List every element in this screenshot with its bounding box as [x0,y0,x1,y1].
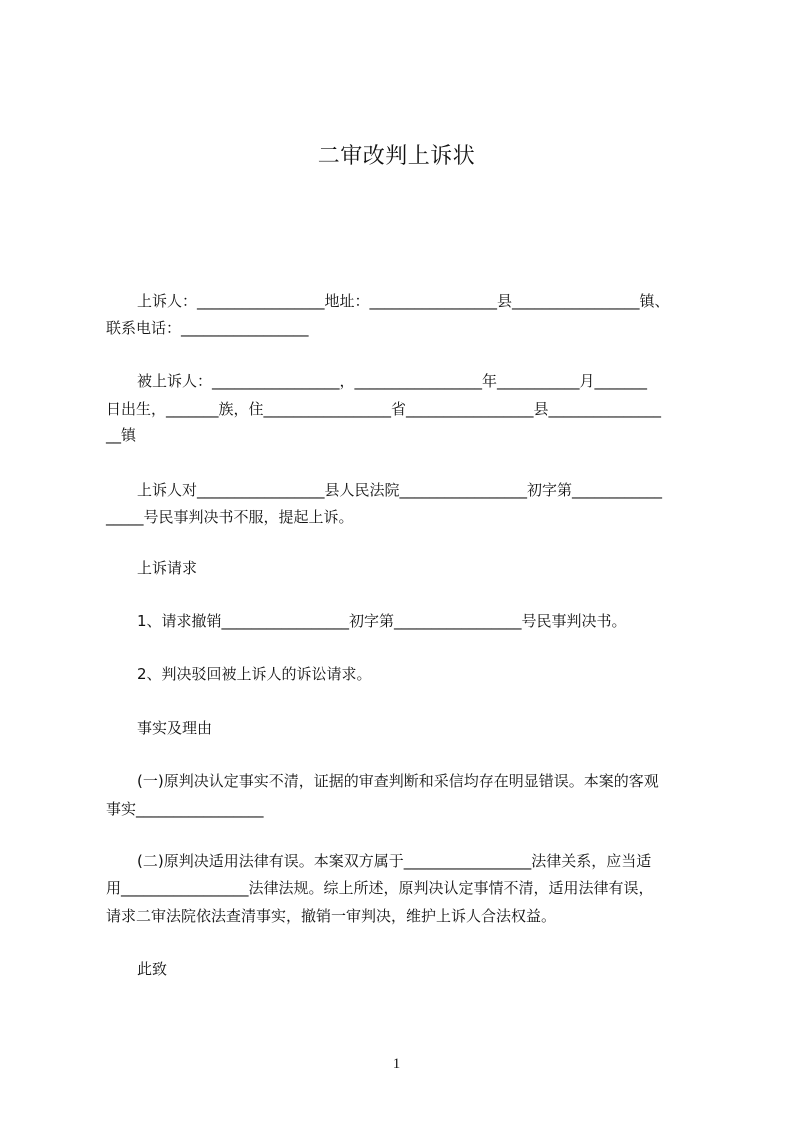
document-title: 二审改判上诉状 [317,144,476,169]
reason-1-line-2: 事实_________________ [106,800,264,818]
reason-2-line-3: 请求二审法院依法查清事实，撤销一审判决，维护上诉人合法权益。 [106,907,557,925]
page-number: 1 [392,1056,401,1072]
appellant-line: 上诉人：_________________地址：_________________县_________________镇、 [137,292,670,310]
appeal-statement-line-2: _____号民事判决书不服，提起上诉。 [106,508,354,526]
appellee-line: 被上诉人：_________________，_________________年___________月_______ [137,372,648,390]
reason-2-line-2: 用_________________法律法规。综上所述，原判决认定事情不清，适用法律有误， [106,879,654,897]
appeal-statement-line: 上诉人对_________________县人民法院_________________初字第____________ [137,481,663,499]
appellant-phone-line: 联系电话：_________________ [106,319,309,337]
appellee-town-line: __镇 [106,426,137,444]
appeal-requests-heading: 上诉请求 [137,559,198,577]
request-item-1: 1、请求撤销_________________初字第_________________号民事判决书。 [137,612,627,630]
appellee-address-line: 日出生，_______族，住_________________省_________________县_______________ [106,400,662,418]
reason-1-line: (一)原判决认定事实不清，证据的审查判断和采信均存在明显错误。本案的客观 [137,772,659,790]
facts-reasons-heading: 事实及理由 [137,719,213,737]
request-item-2: 2、判决驳回被上诉人的诉讼请求。 [137,665,372,683]
reason-2-line: (二)原判决适用法律有误。本案双方属于_________________法律关系，应当适 [137,852,652,870]
closing-salutation: 此致 [137,960,168,978]
